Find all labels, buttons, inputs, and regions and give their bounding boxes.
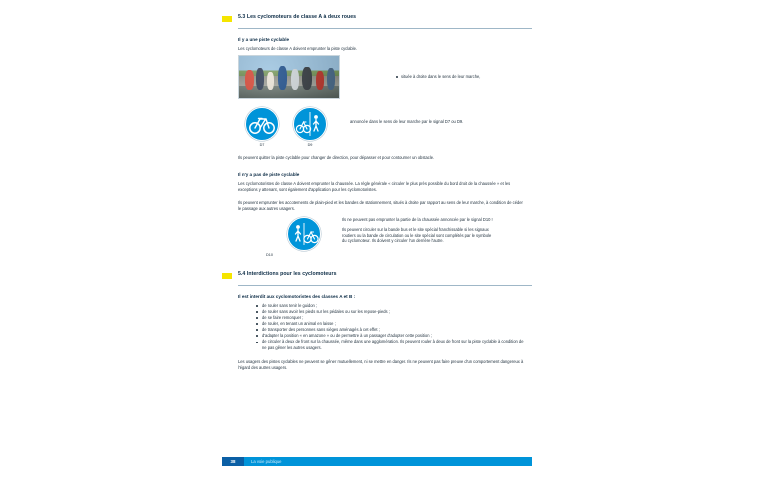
interdictions-list bbox=[256, 303, 528, 351]
paragraph-piste-cyclable: Les cyclomoteurs de classe A doivent emprunter la piste cyclable. bbox=[238, 45, 358, 51]
sign-d7-wrap bbox=[238, 107, 286, 147]
paragraph-accotements: Ils peuvent emprunter les accotements de plain-pied et les bandes de stationnement, situés à droite par rapport au sens de leur marche, à condition de céder le passage aux autres usagers. bbox=[238, 200, 523, 211]
note-d10-bande-bus: Ils peuvent circuler sur la bande bus et le site spécial franchissable si les signaux routiers ou la bande de circulation ou le site spécial sont complétés par le symbole du cyclomoteur. Ils doivent y circuler l'un derrière l'autre. bbox=[342, 227, 492, 244]
section-divider bbox=[238, 285, 532, 286]
footer-title: La voie publique bbox=[244, 457, 532, 466]
note-signs-text: annoncée dans le sens de leur marche par le signal D7 ou D9. bbox=[350, 119, 464, 124]
sign-d10-wrap bbox=[238, 217, 342, 257]
note-photo-wrap bbox=[396, 74, 480, 79]
section-divider bbox=[238, 28, 532, 29]
signs-row bbox=[238, 107, 532, 147]
list-item: de rouler sans avoir les pieds sur les pédales ou sur les repose-pieds ; bbox=[256, 309, 528, 315]
list-item: de se faire remorquer ; bbox=[256, 315, 528, 321]
yellow-marker-icon bbox=[222, 273, 232, 279]
bicycle-pedestrian-icon bbox=[294, 108, 326, 140]
section-heading-5-4 bbox=[222, 271, 532, 279]
list-item: de circuler à deux de front sur la chaussée, même dans une agglomération. Ils peuvent rouler à deux de front sur la piste cyclable à condition de ne pas gêner les autres usagers. bbox=[256, 339, 528, 350]
paragraph-quitter-piste: Ils peuvent quitter la piste cyclable pour changer de direction, pour dépasser et pour contourner un obstacle. bbox=[238, 155, 435, 160]
bicycle-icon bbox=[246, 108, 278, 140]
sign-d10 bbox=[287, 217, 321, 251]
paragraph-chaussee: Les cyclomotoristes de classe A doivent emprunter la chaussée. La règle générale « circuler le plus près possible du bord droit de la chaussée » et les exceptions y attenant, sont également d'application pour les cyclomotoristes. bbox=[238, 181, 511, 192]
subheading-interdictions: Il est interdit aux cyclomotoristes des classes A et B : bbox=[238, 293, 356, 299]
list-item: de transporter des personnes sans sièges aménagés à cet effet ; bbox=[256, 327, 528, 333]
sign-d9-wrap bbox=[286, 107, 334, 147]
list-item: de rouler sans tenir le guidon ; bbox=[256, 303, 528, 309]
sign-d7 bbox=[245, 107, 279, 141]
subheading-piste-cyclable: Il y a une piste cyclable bbox=[238, 36, 290, 42]
bullet-dot-icon bbox=[396, 76, 398, 78]
section-heading-5-3 bbox=[222, 14, 532, 22]
yellow-marker-icon bbox=[222, 16, 232, 22]
paragraph-usagers-pistes: Les usagers des pistes cyclables ne peuvent se gêner mutuellement, ni se mettre en danger. Ils ne peuvent pas faire preuve d'un comportement dangereux à l'égard des autres usagers. bbox=[238, 359, 524, 370]
pedestrian-bicycle-icon bbox=[288, 218, 320, 250]
note-signs-wrap bbox=[350, 119, 463, 124]
sign-d10-notes bbox=[342, 217, 494, 257]
page-footer bbox=[222, 457, 532, 466]
note-d10-interdiction: Ils ne peuvent pas emprunter la partie de la chaussée annoncée par le signal D10 ! bbox=[342, 217, 493, 223]
section-title-5-4: 5.4 Interdictions pour les cyclomoteurs bbox=[238, 271, 337, 278]
sign-d9 bbox=[293, 107, 327, 141]
list-item: de rouler, en tenant un animal en laisse ; bbox=[256, 321, 528, 327]
cyclists-on-bike-path-photo bbox=[238, 55, 340, 99]
page-number: 38 bbox=[222, 457, 244, 466]
sign-d7-label: D7 bbox=[259, 143, 265, 147]
subheading-pas-de-piste: Il n'y a pas de piste cyclable bbox=[238, 172, 300, 178]
sign-d10-label: D10 bbox=[266, 253, 273, 258]
list-item: d'adapter la position « en amazone » ou de permettre à un passager d'adopter cette position ; bbox=[256, 333, 528, 339]
photo-and-note-row bbox=[238, 55, 532, 99]
page-content bbox=[222, 14, 532, 374]
sign-d9-label: D9 bbox=[307, 143, 313, 147]
sign-d10-row bbox=[238, 217, 532, 257]
note-photo-text: située à droite dans le sens de leur marche, bbox=[401, 74, 481, 80]
section-title-5-3: 5.3 Les cyclomoteurs de classe A à deux roues bbox=[238, 14, 357, 20]
